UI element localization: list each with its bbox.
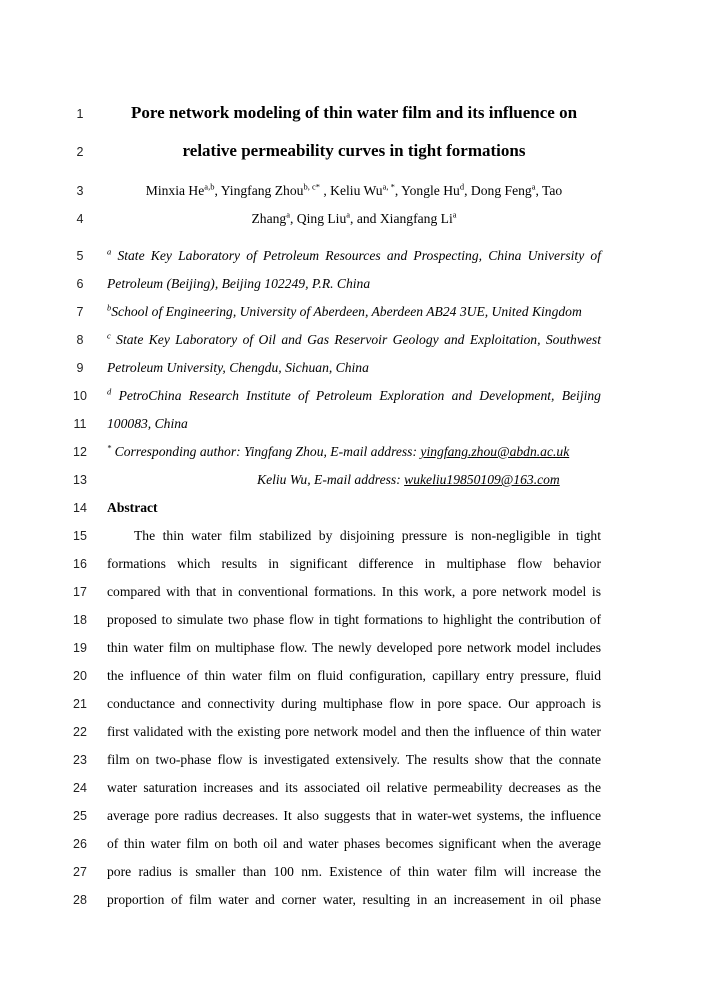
affiliation-mark: b — [107, 302, 112, 313]
line-number: 27 — [73, 865, 87, 879]
affiliation-text: State Key Laboratory of Petroleum Resources and Prospecting, China University of — [117, 248, 601, 263]
line-number: 25 — [73, 809, 87, 823]
abstract-line: first validated with the existing pore network model and then the influence of thin water — [107, 724, 601, 739]
author-name: Minxia He — [145, 183, 205, 198]
line-number: 1 — [76, 107, 84, 121]
affiliation-text: State Key Laboratory of Oil and Gas Reservoir Geology and Exploitation, Southwest — [116, 332, 601, 347]
author-affiliation-mark: d — [459, 181, 465, 192]
email-link-zhou[interactable]: yingfang.zhou@abdn.ac.uk — [420, 444, 570, 459]
line-number: 26 — [73, 837, 87, 851]
corresponding-mark: * — [107, 442, 112, 453]
line-number: 28 — [73, 893, 87, 907]
author-affiliation-mark: a — [452, 209, 457, 220]
author-name: , Yingfang Zhou — [214, 183, 304, 198]
affiliation-a-cont: Petroleum (Beijing), Beijing 102249, P.R. China — [107, 276, 371, 291]
line-number: 10 — [73, 389, 87, 403]
abstract-line: pore radius is smaller than 100 nm. Existence of thin water film will increase the — [107, 864, 601, 879]
line-number: 8 — [76, 333, 84, 347]
paper-title-line-2: relative permeability curves in tight formations — [182, 141, 526, 160]
affiliation-b — [107, 304, 601, 320]
email-link-wu[interactable]: wukeliu19850109@163.com — [404, 472, 560, 487]
corresponding-author-line — [107, 444, 601, 460]
line-number: 24 — [73, 781, 87, 795]
affiliation-mark: c — [107, 330, 111, 341]
author-name: , and Xiangfang Li — [350, 211, 453, 226]
line-number: 9 — [76, 361, 84, 375]
corresponding-author-line-2 — [257, 472, 617, 488]
line-number: 18 — [73, 613, 87, 627]
affiliation-a — [107, 248, 601, 264]
line-number: 20 — [73, 669, 87, 683]
line-number: 12 — [73, 445, 87, 459]
line-number: 2 — [76, 145, 84, 159]
line-number: 17 — [73, 585, 87, 599]
affiliation-text: School of Engineering, University of Aberdeen, Aberdeen AB24 3UE, United Kingdom — [111, 304, 582, 319]
line-number: 16 — [73, 557, 87, 571]
abstract-line: proposed to simulate two phase flow in tight formations to highlight the contribution of — [107, 612, 601, 627]
line-number: 7 — [76, 305, 84, 319]
author-affiliation-mark: a,b — [204, 181, 215, 192]
corresponding-label: Keliu Wu, E-mail address: — [257, 472, 401, 487]
line-number: 19 — [73, 641, 87, 655]
author-affiliation-mark: a — [531, 181, 536, 192]
abstract-line: formations which results in significant difference in multiphase flow behavior — [107, 556, 601, 571]
affiliation-mark: d — [107, 386, 112, 397]
abstract-line: thin water film on multiphase flow. The newly developed pore network model includes — [107, 640, 601, 655]
author-list-line-1 — [107, 183, 601, 199]
line-number: 5 — [76, 249, 84, 263]
corresponding-label: Corresponding author: Yingfang Zhou, E-mail address: — [114, 444, 418, 459]
line-number: 14 — [73, 501, 87, 515]
affiliation-text: PetroChina Research Institute of Petroleum Exploration and Development, Beijing — [118, 388, 601, 403]
abstract-line: compared with that in conventional formations. In this work, a pore network model is — [107, 584, 601, 599]
line-number: 22 — [73, 725, 87, 739]
abstract-line: of thin water film on both oil and water phases becomes significant when the average — [107, 836, 601, 851]
author-name: , Tao — [535, 183, 563, 198]
line-number: 6 — [76, 277, 84, 291]
author-name: , Dong Feng — [464, 183, 532, 198]
author-list-line-2 — [107, 211, 601, 227]
author-affiliation-mark: b, c* — [303, 181, 320, 192]
line-number: 3 — [76, 184, 84, 198]
author-affiliation-mark: a, * — [382, 181, 395, 192]
abstract-line: The thin water film stabilized by disjoining pressure is non-negligible in tight — [134, 528, 601, 543]
affiliation-c-cont: Petroleum University, Chengdu, Sichuan, China — [107, 360, 369, 375]
abstract-heading: Abstract — [107, 500, 158, 515]
abstract-line: the influence of thin water film on fluid configuration, capillary entry pressure, fluid — [107, 668, 601, 683]
author-affiliation-mark: a — [346, 209, 351, 220]
paper-title-line-1: Pore network modeling of thin water film and its influence on — [130, 103, 578, 122]
affiliation-mark: a — [107, 246, 112, 257]
author-name: , Keliu Wu — [319, 183, 383, 198]
affiliation-d — [107, 388, 601, 404]
line-number: 23 — [73, 753, 87, 767]
author-name: , Qing Liu — [290, 211, 347, 226]
line-number: 15 — [73, 529, 87, 543]
abstract-line: average pore radius decreases. It also suggests that in water-wet systems, the influence — [107, 808, 601, 823]
author-name: Zhang — [251, 211, 287, 226]
abstract-line: film on two-phase flow is investigated extensively. The results show that the connate — [107, 752, 601, 767]
line-number: 4 — [76, 212, 84, 226]
abstract-line: conductance and connectivity during multiphase flow in pore space. Our approach is — [107, 696, 601, 711]
abstract-line: proportion of film water and corner water, resulting in an increasement in oil phase — [107, 892, 601, 907]
line-number: 21 — [73, 697, 87, 711]
author-name: , Yongle Hu — [394, 183, 460, 198]
line-number: 13 — [73, 473, 87, 487]
abstract-line: water saturation increases and its associated oil relative permeability decreases as the — [107, 780, 601, 795]
author-affiliation-mark: a — [286, 209, 290, 220]
affiliation-d-cont: 100083, China — [107, 416, 188, 431]
line-number: 11 — [73, 417, 87, 431]
affiliation-c — [107, 332, 601, 348]
